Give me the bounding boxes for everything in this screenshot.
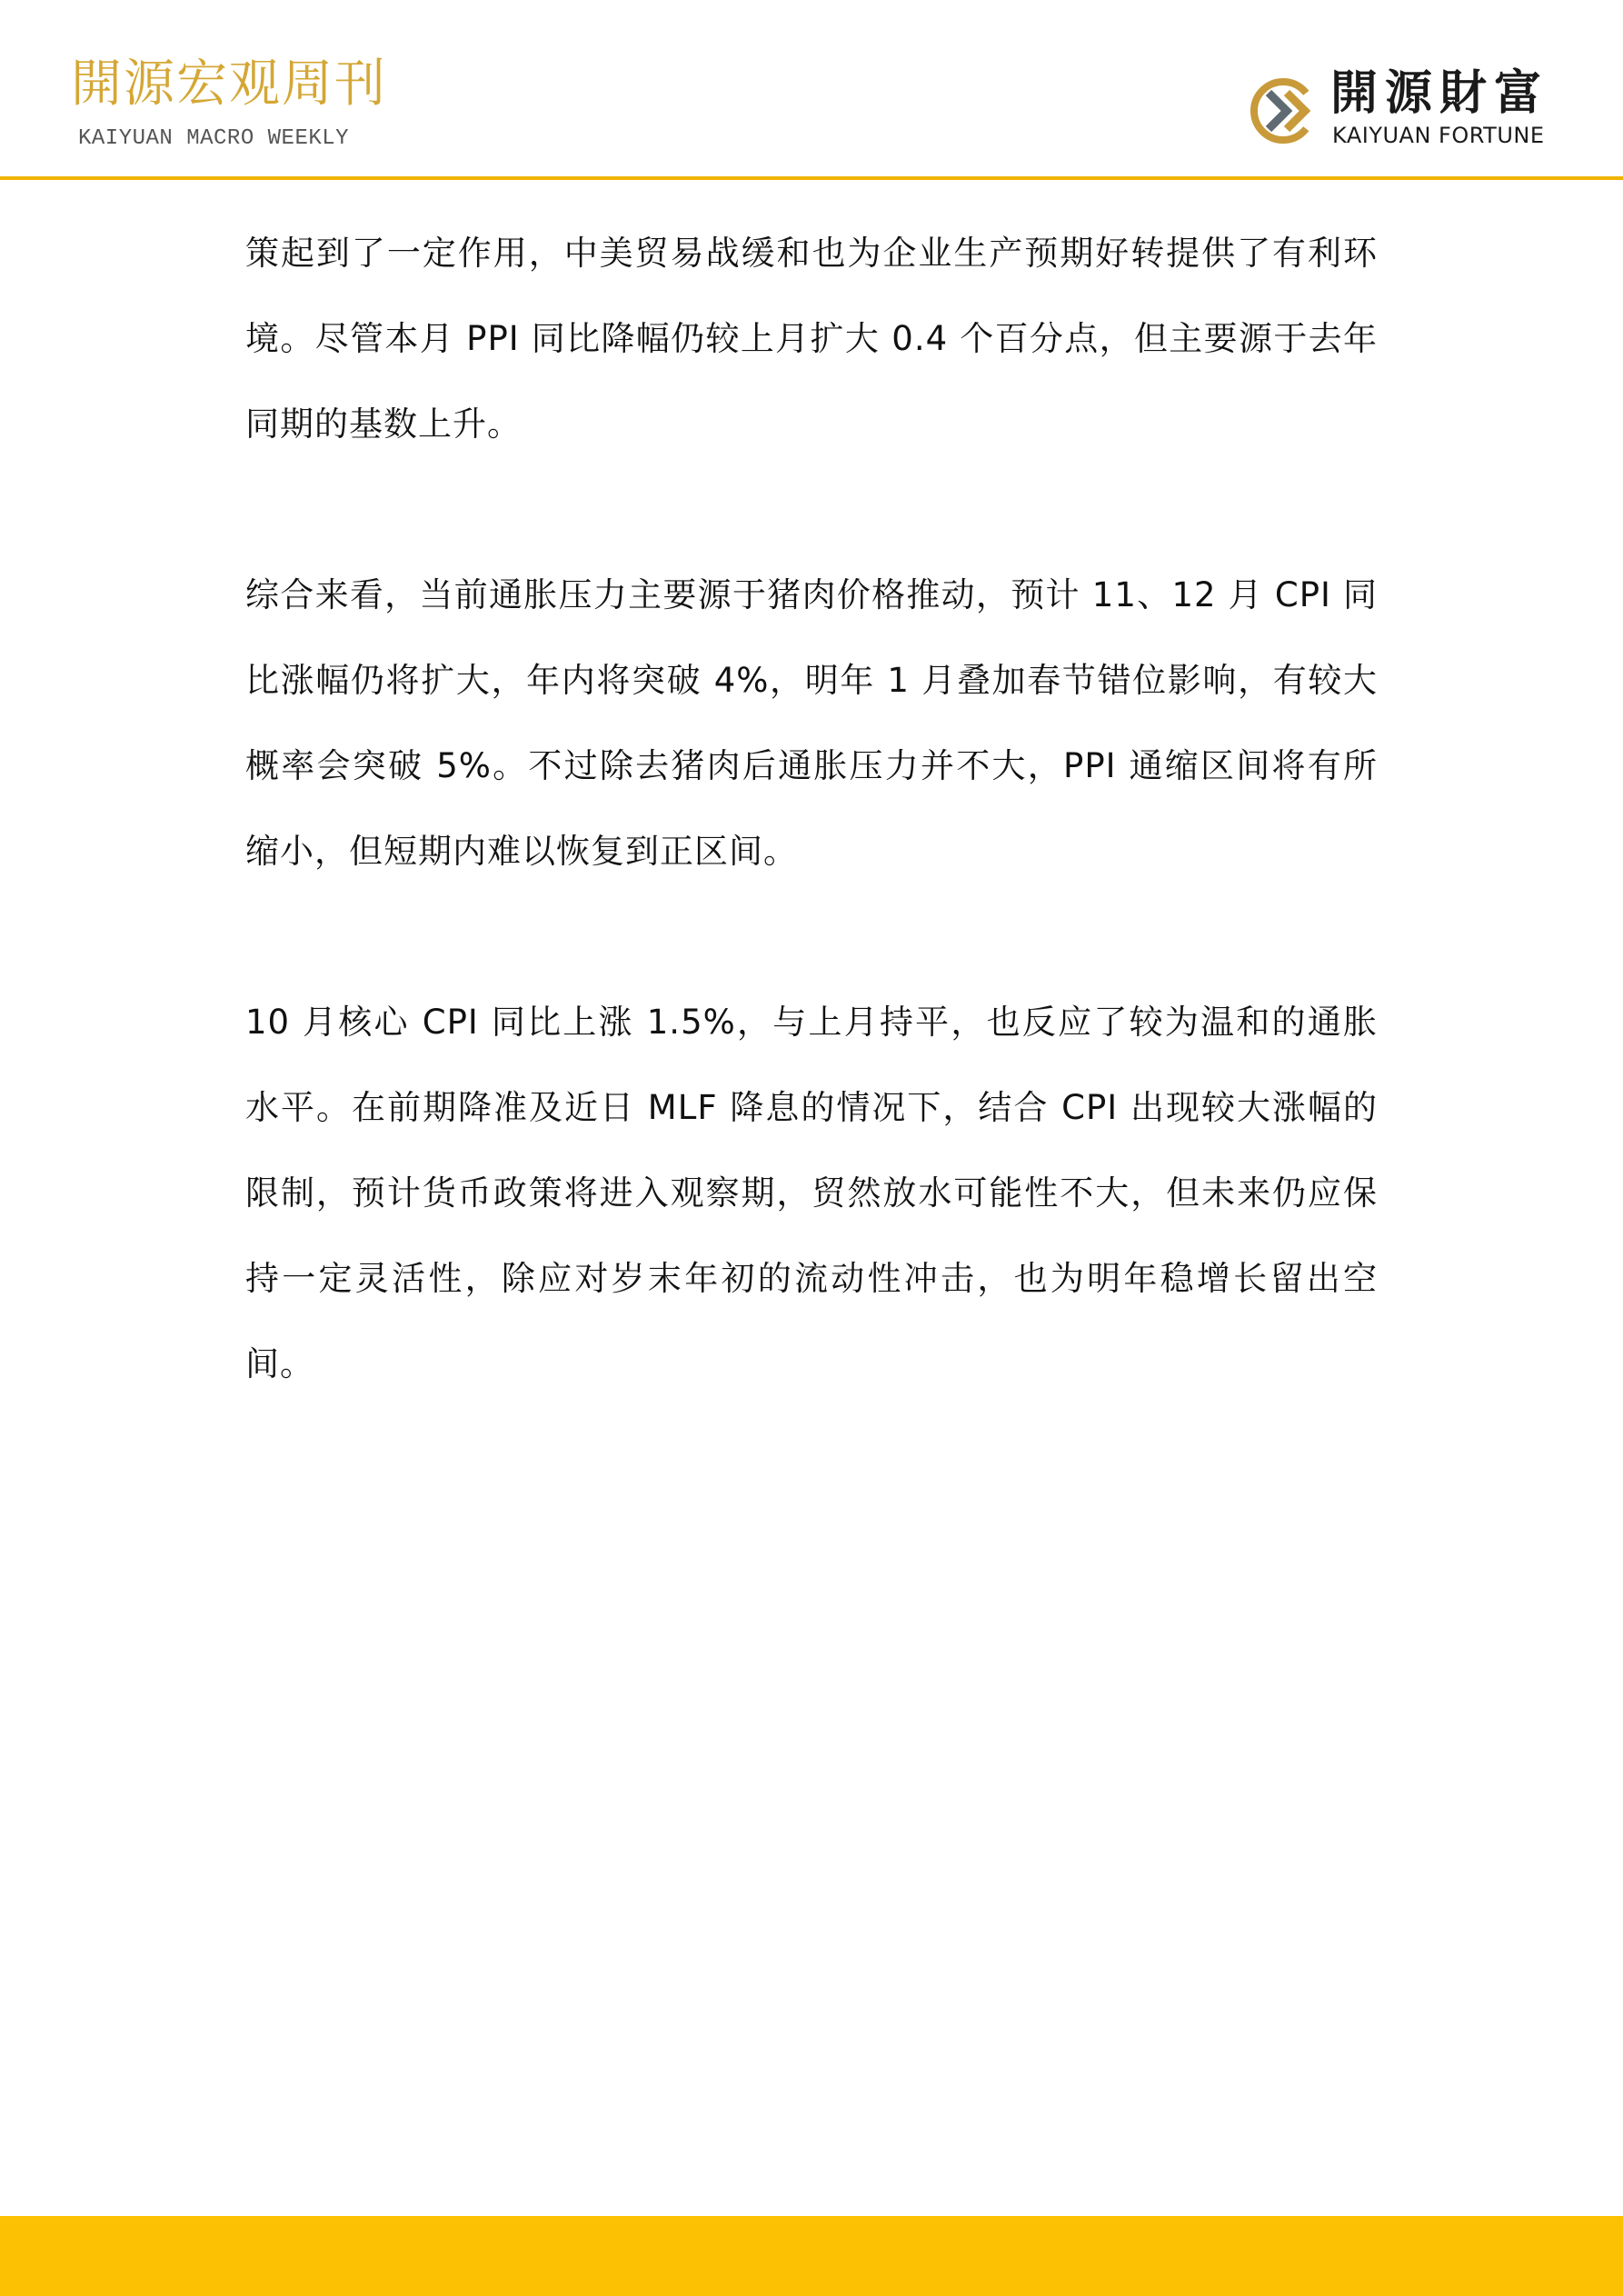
paragraph-inflation-outlook: 综合来看，当前通胀压力主要源于猪肉价格推动，预计 11、12 月 CPI 同比涨幅仍将扩大，年内将突破 4%，明年 1 月叠加春节错位影响，有较大概率会突破 5%。不过除去猪肉后通胀压力并不大，PPI 通缩区间将有所缩小，但短期内难以恢复到正区间。 [245,575,1378,871]
footer-bar [0,2216,1623,2296]
page-header [0,0,1623,178]
paragraph-core-cpi: 10 月核心 CPI 同比上涨 1.5%，与上月持平，也反应了较为温和的通胀水平。在前期降准及近日 MLF 降息的情况下，结合 CPI 出现较大涨幅的限制，预计货币政策将进入观察期，贸然放水可能性不大，但未来仍应保持一定灵活性，除应对岁末年初的流动性冲击，也为明年稳增长留出空间。 [245,1003,1378,1383]
brand-block [1240,62,1567,156]
brand-name-en: KAIYUAN FORTUNE [1332,123,1545,148]
publication-title: 開源宏观周刊 [71,55,387,114]
publication-subtitle: KAIYUAN MACRO WEEKLY [78,126,350,151]
brand-name-cn: 開源財富 [1330,66,1549,121]
paragraph-ppi: 策起到了一定作用，中美贸易战缓和也为企业生产预期好转提供了有利环境。尽管本月 PPI 同比降幅仍较上月扩大 0.4 个百分点，但主要源于去年同期的基数上升。 [245,234,1378,444]
kaiyuan-k-logo-icon [1247,75,1319,147]
header-divider [0,176,1623,180]
article-body [245,211,1378,1407]
